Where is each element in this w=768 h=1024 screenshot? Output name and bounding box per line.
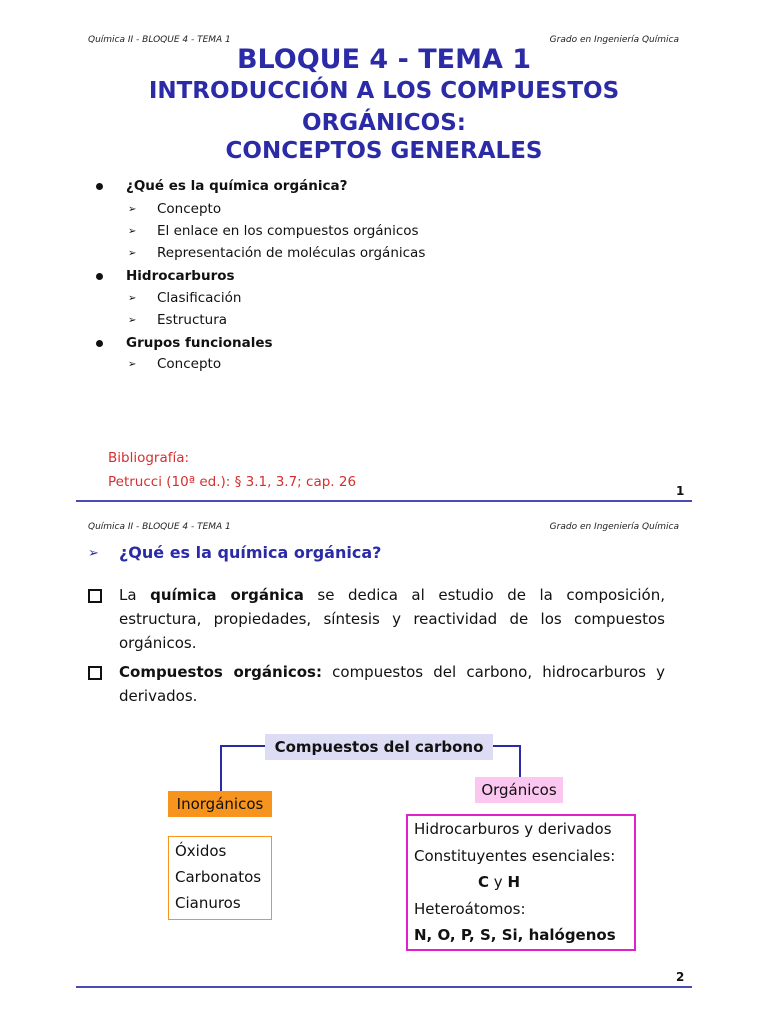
arrow-icon: ➢: [128, 204, 137, 215]
connector-line: [220, 745, 265, 747]
page1-subtitle-line3: CONCEPTOS GENERALES: [225, 138, 543, 164]
subtopic: Representación de moléculas orgánicas: [157, 245, 426, 261]
organic-label: Orgánicos: [475, 777, 563, 803]
connector-line: [220, 745, 222, 791]
connector-line: [519, 745, 521, 777]
arrow-icon: ➢: [88, 546, 99, 561]
list-item: Carbonatos: [175, 868, 262, 886]
organic-line: Hidrocarburos y derivados: [414, 820, 612, 838]
organic-box: [406, 814, 636, 951]
bibliography-reference: Petrucci (10ª ed.): § 3.1, 3.7; cap. 26: [108, 474, 357, 490]
inorganic-label: Inorgánicos: [168, 791, 272, 817]
arrow-icon: ➢: [128, 359, 137, 370]
paragraph-organic-chemistry: La química orgánica se dedica al estudio de la composición, estructura, propiedades, síntesis y reactividad de los compuestos orgánicos.: [119, 586, 665, 652]
bullet-dot: [96, 183, 103, 190]
page1-title: BLOQUE 4 - TEMA 1: [236, 44, 532, 75]
list-item: Óxidos: [175, 842, 227, 860]
checkbox-bullet-icon: [88, 589, 102, 603]
organic-elements-ch: C y H: [478, 873, 520, 891]
subtopic: El enlace en los compuestos orgánicos: [157, 223, 419, 239]
page-number: 1: [676, 484, 685, 498]
page-divider: [76, 500, 692, 502]
topic-title: Grupos funcionales: [126, 335, 273, 351]
subtopic: Estructura: [157, 312, 228, 328]
bullet-dot: [96, 273, 103, 280]
inorganic-box: [168, 836, 272, 920]
section-title: ¿Qué es la química orgánica?: [119, 543, 382, 562]
arrow-icon: ➢: [128, 315, 137, 326]
page1-header-left: Química II - BLOQUE 4 - TEMA 1: [88, 35, 231, 45]
arrow-icon: ➢: [128, 248, 137, 259]
arrow-icon: ➢: [128, 293, 137, 304]
page-number: 2: [676, 970, 685, 984]
page2-header-left: Química II - BLOQUE 4 - TEMA 1: [88, 522, 231, 532]
subtopic: Concepto: [157, 201, 222, 217]
list-item: Cianuros: [175, 894, 241, 912]
bibliography-label: Bibliografía:: [108, 450, 190, 466]
paragraph-organic-compounds: Compuestos orgánicos: compuestos del carbono, hidrocarburos y derivados.: [119, 663, 665, 705]
page2-header-right: Grado en Ingeniería Química: [549, 522, 679, 532]
topic-title: ¿Qué es la química orgánica?: [126, 178, 348, 194]
root-node: Compuestos del carbono: [265, 734, 493, 760]
organic-line: Heteroátomos:: [414, 900, 526, 918]
bullet-dot: [96, 340, 103, 347]
arrow-icon: ➢: [128, 226, 137, 237]
page-divider: [76, 986, 692, 988]
connector-line: [493, 745, 521, 747]
organic-line: Constituyentes esenciales:: [414, 847, 616, 865]
organic-heteroatoms: N, O, P, S, Si, halógenos: [414, 926, 616, 944]
page1-subtitle-line1: INTRODUCCIÓN A LOS COMPUESTOS: [148, 78, 620, 104]
checkbox-bullet-icon: [88, 666, 102, 680]
subtopic: Concepto: [157, 356, 222, 372]
page1-header-right: Grado en Ingeniería Química: [549, 35, 679, 45]
topic-title: Hidrocarburos: [126, 268, 235, 284]
page1-subtitle-line2: ORGÁNICOS:: [302, 110, 466, 136]
subtopic: Clasificación: [157, 290, 242, 306]
